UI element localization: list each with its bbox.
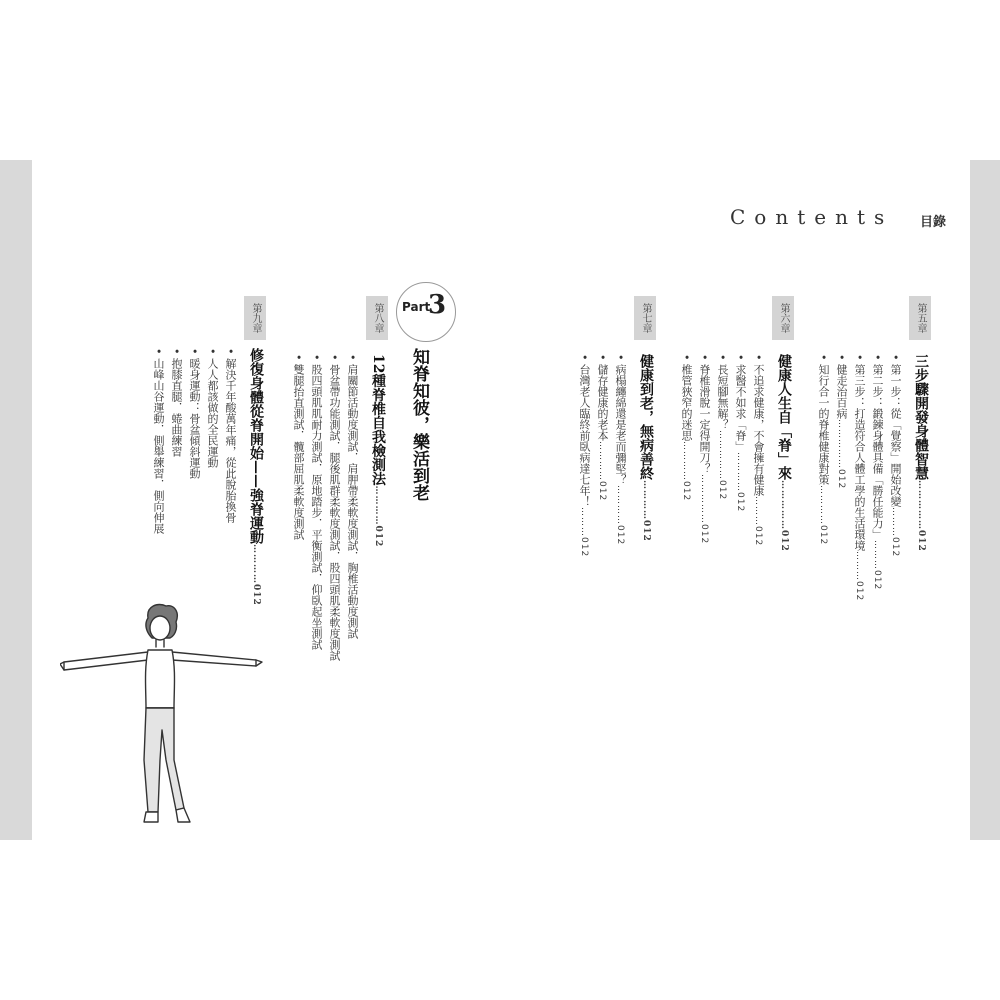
left-page-edge — [0, 160, 32, 840]
toc-item[interactable]: • 暖身運動：骨盆傾斜運動 — [188, 348, 201, 479]
chapter-badge: 第六章 — [772, 296, 794, 340]
contents-subtitle: 目錄 — [920, 215, 947, 230]
toc-item[interactable]: • 求醫不如求「脊」…………012 — [734, 354, 747, 513]
toc-item[interactable]: • 脊椎滑脫一定得開刀？……………012 — [698, 354, 711, 545]
toc-item[interactable]: • 抱膝直腿．蜷曲練習 — [170, 348, 183, 457]
part-number: 3 — [428, 290, 447, 320]
toc-item[interactable]: • 解決千年酸萬年痛，從此脫胎換骨 — [224, 348, 237, 523]
chapter-badge: 第九章 — [244, 296, 266, 340]
toc-item[interactable]: • 台灣老人臨終前臥病達七年！………012 — [578, 354, 591, 558]
toc-item[interactable]: • 病榻纏綿還是老而彌堅？…………012 — [614, 354, 627, 546]
chapter-heading: 12種脊椎自我檢測法…………012 — [370, 354, 386, 548]
chapter-heading: 健康人生自「脊」來……………012 — [776, 354, 792, 552]
stretching-woman-illustration — [60, 600, 270, 840]
toc-item[interactable]: • 股四頭肌肌耐力測試．原地踏步．平衡測試．仰臥起坐測試 — [310, 354, 323, 650]
toc-item[interactable]: • 儲存健康的老本…………012 — [596, 354, 609, 502]
toc-item[interactable]: • 第一步：從「覺察」開始改變………012 — [889, 354, 902, 558]
toc-item[interactable]: • 第三步：打造符合人體工學的生活環境………012 — [853, 354, 866, 602]
toc-item[interactable]: • 長短腳無解？……………012 — [716, 354, 729, 501]
chapter-heading: 修復身體從脊開始——強脊運動…………012 — [248, 348, 264, 606]
toc-item[interactable]: • 雙腿抬直測試．髖部屈肌柔軟度測試 — [292, 354, 305, 540]
toc-item[interactable]: • 肩關節活動度測試．肩胛帶柔軟度測試．胸椎活動度測試 — [346, 354, 359, 639]
toc-item[interactable]: • 椎管狹窄的迷思…………012 — [680, 354, 693, 502]
toc-item[interactable]: • 知行合一的脊椎健康對策…………012 — [817, 354, 830, 546]
right-page-edge — [970, 160, 1000, 840]
toc-item[interactable]: • 第二步：鍛鍊身體具備「勝任能力」………012 — [871, 354, 884, 591]
part-label: Part — [402, 300, 431, 314]
chapter-badge: 第五章 — [909, 296, 931, 340]
toc-item[interactable]: • 不追求健康，不會擁有健康………012 — [752, 354, 765, 547]
toc-item[interactable]: • 山峰山谷運動．側舉練習．側向伸展 — [152, 348, 165, 534]
chapter-heading: 健康到老，無病善終…………012 — [638, 354, 654, 542]
chapter-badge: 第七章 — [634, 296, 656, 340]
toc-item[interactable]: • 骨盆帶功能測試．腿後肌群柔軟度測試．股四頭肌柔軟度測試 — [328, 354, 341, 661]
part-title: 知脊知彼，樂活到老 — [409, 348, 429, 501]
toc-item[interactable]: • 健走治百病……………012 — [835, 354, 848, 490]
toc-item[interactable]: • 人人都該做的全民運動 — [206, 348, 219, 468]
contents-title: Contents — [730, 205, 894, 229]
chapter-badge: 第八章 — [366, 296, 388, 340]
chapter-heading: 三步驟開發身體智慧……………012 — [913, 354, 929, 552]
